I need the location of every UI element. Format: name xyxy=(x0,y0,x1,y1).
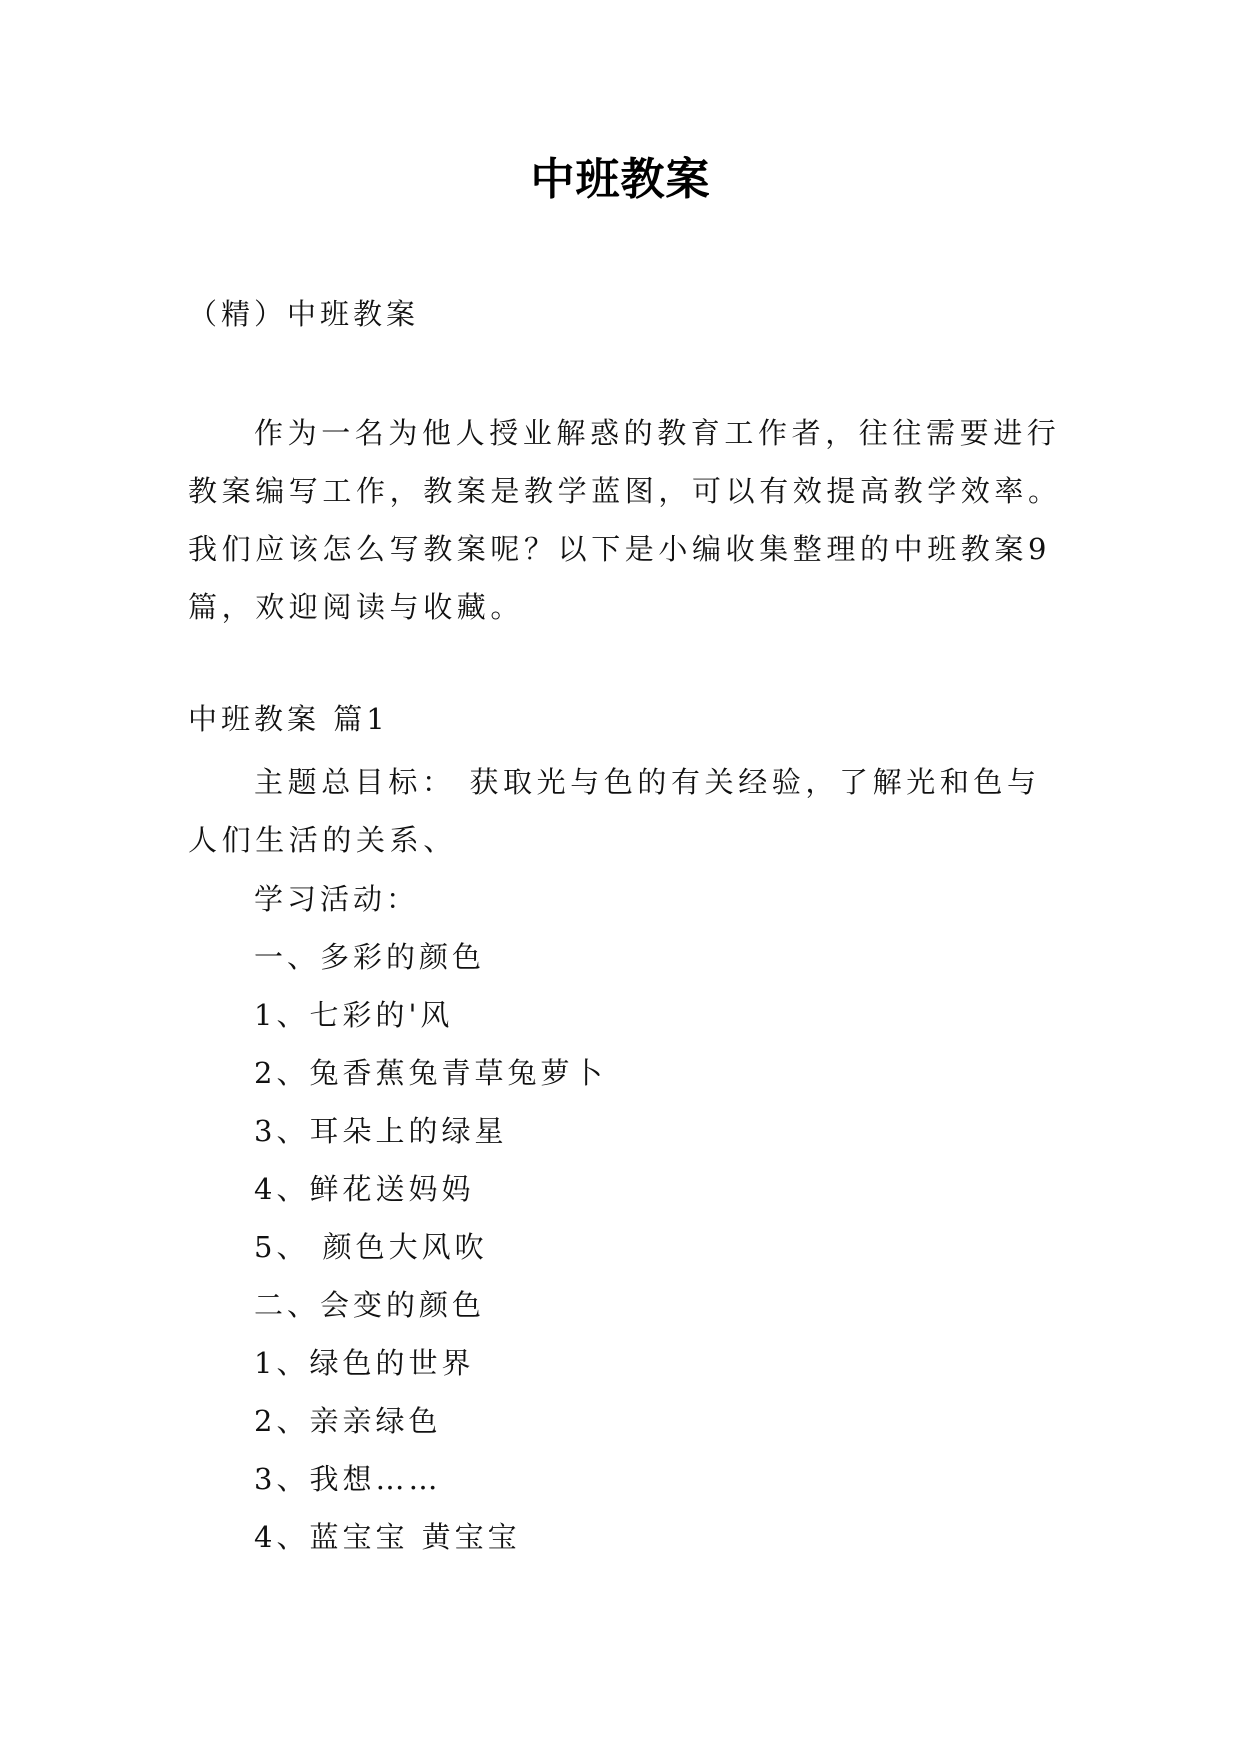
document-title: 中班教案 xyxy=(530,154,711,205)
outline-item: 一、多彩的颜色 xyxy=(254,940,486,974)
activity-outline xyxy=(254,870,606,1566)
outline-item: 5、 颜色大风吹 xyxy=(254,1230,488,1264)
section-heading: 中班教案 篇1 xyxy=(188,702,389,736)
outline-item: 3、我想…… xyxy=(254,1462,442,1496)
outline-item: 2、兔香蕉兔青草兔萝卜 xyxy=(254,1056,607,1090)
outline-item: 2、亲亲绿色 xyxy=(254,1404,442,1438)
theme-goal-paragraph: 主题总目标： 获取光与色的有关经验，了解光和色与人们生活的关系、 xyxy=(188,765,1041,857)
outline-item: 3、耳朵上的绿星 xyxy=(254,1114,508,1148)
document-subtitle: （精）中班教案 xyxy=(188,297,420,331)
outline-item: 1、七彩的'风 xyxy=(254,998,454,1032)
intro-paragraph: 作为一名为他人授业解惑的教育工作者，往往需要进行教案编写工作，教案是教学蓝图，可以有效提高教学效率。我们应该怎么写教案呢？以下是小编收集整理的中班教案9篇，欢迎阅读与收藏。 xyxy=(188,416,1062,624)
outline-item: 学习活动： xyxy=(254,882,420,916)
outline-item: 4、鲜花送妈妈 xyxy=(254,1172,475,1206)
outline-item: 二、会变的颜色 xyxy=(254,1288,486,1322)
outline-item: 1、绿色的世界 xyxy=(254,1346,475,1380)
outline-item: 4、蓝宝宝 黄宝宝 xyxy=(254,1520,521,1554)
